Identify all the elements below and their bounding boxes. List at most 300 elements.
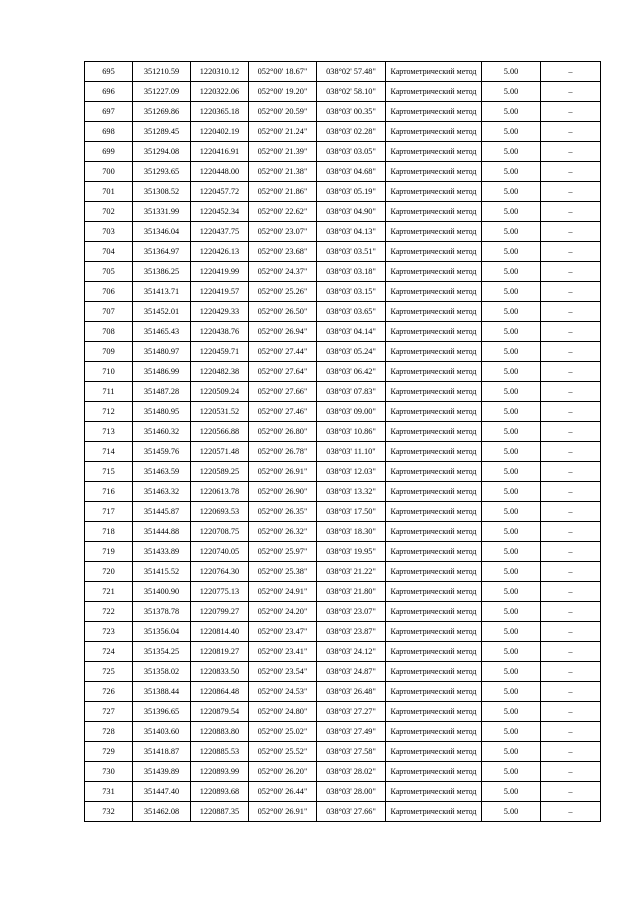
- longitude-cell: 038°03' 04.14": [317, 322, 386, 342]
- method-cell: Картометрический метод: [386, 562, 482, 582]
- longitude-cell: 038°03' 12.03": [317, 462, 386, 482]
- description-cell: –: [541, 402, 601, 422]
- method-cell: Картометрический метод: [386, 722, 482, 742]
- x-coordinate-cell: 351462.08: [133, 802, 191, 822]
- longitude-cell: 038°03' 05.24": [317, 342, 386, 362]
- accuracy-cell: 5.00: [482, 522, 541, 542]
- y-coordinate-cell: 1220571.48: [191, 442, 249, 462]
- table-row: [85, 362, 601, 382]
- y-coordinate-cell: 1220452.34: [191, 202, 249, 222]
- y-coordinate-cell: 1220365.18: [191, 102, 249, 122]
- method-cell: Картометрический метод: [386, 582, 482, 602]
- description-cell: –: [541, 182, 601, 202]
- table-row: [85, 502, 601, 522]
- x-coordinate-cell: 351388.44: [133, 682, 191, 702]
- y-coordinate-cell: 1220437.75: [191, 222, 249, 242]
- accuracy-cell: 5.00: [482, 762, 541, 782]
- y-coordinate-cell: 1220879.54: [191, 702, 249, 722]
- accuracy-cell: 5.00: [482, 222, 541, 242]
- point-number-cell: 699: [85, 142, 133, 162]
- longitude-cell: 038°03' 27.66": [317, 802, 386, 822]
- method-cell: Картометрический метод: [386, 122, 482, 142]
- longitude-cell: 038°03' 03.51": [317, 242, 386, 262]
- longitude-cell: 038°03' 24.12": [317, 642, 386, 662]
- accuracy-cell: 5.00: [482, 702, 541, 722]
- description-cell: –: [541, 702, 601, 722]
- y-coordinate-cell: 1220457.72: [191, 182, 249, 202]
- accuracy-cell: 5.00: [482, 302, 541, 322]
- longitude-cell: 038°03' 00.35": [317, 102, 386, 122]
- latitude-cell: 052°00' 24.91": [249, 582, 317, 602]
- x-coordinate-cell: 351289.45: [133, 122, 191, 142]
- method-cell: Картометрический метод: [386, 642, 482, 662]
- x-coordinate-cell: 351400.90: [133, 582, 191, 602]
- point-number-cell: 720: [85, 562, 133, 582]
- longitude-cell: 038°02' 58.10": [317, 82, 386, 102]
- description-cell: –: [541, 522, 601, 542]
- method-cell: Картометрический метод: [386, 802, 482, 822]
- description-cell: –: [541, 802, 601, 822]
- latitude-cell: 052°00' 26.91": [249, 802, 317, 822]
- y-coordinate-cell: 1220310.12: [191, 62, 249, 82]
- latitude-cell: 052°00' 21.38": [249, 162, 317, 182]
- y-coordinate-cell: 1220893.68: [191, 782, 249, 802]
- latitude-cell: 052°00' 27.44": [249, 342, 317, 362]
- latitude-cell: 052°00' 25.26": [249, 282, 317, 302]
- point-number-cell: 719: [85, 542, 133, 562]
- longitude-cell: 038°02' 57.48": [317, 62, 386, 82]
- description-cell: –: [541, 582, 601, 602]
- description-cell: –: [541, 262, 601, 282]
- description-cell: –: [541, 442, 601, 462]
- longitude-cell: 038°03' 03.05": [317, 142, 386, 162]
- longitude-cell: 038°03' 06.42": [317, 362, 386, 382]
- accuracy-cell: 5.00: [482, 722, 541, 742]
- accuracy-cell: 5.00: [482, 262, 541, 282]
- latitude-cell: 052°00' 26.44": [249, 782, 317, 802]
- method-cell: Картометрический метод: [386, 682, 482, 702]
- x-coordinate-cell: 351487.28: [133, 382, 191, 402]
- longitude-cell: 038°03' 09.00": [317, 402, 386, 422]
- longitude-cell: 038°03' 26.48": [317, 682, 386, 702]
- latitude-cell: 052°00' 26.32": [249, 522, 317, 542]
- x-coordinate-cell: 351439.89: [133, 762, 191, 782]
- table-row: [85, 562, 601, 582]
- y-coordinate-cell: 1220589.25: [191, 462, 249, 482]
- x-coordinate-cell: 351445.87: [133, 502, 191, 522]
- y-coordinate-cell: 1220764.30: [191, 562, 249, 582]
- point-number-cell: 710: [85, 362, 133, 382]
- longitude-cell: 038°03' 27.27": [317, 702, 386, 722]
- x-coordinate-cell: 351358.02: [133, 662, 191, 682]
- description-cell: –: [541, 382, 601, 402]
- y-coordinate-cell: 1220322.06: [191, 82, 249, 102]
- point-number-cell: 731: [85, 782, 133, 802]
- accuracy-cell: 5.00: [482, 742, 541, 762]
- accuracy-cell: 5.00: [482, 342, 541, 362]
- latitude-cell: 052°00' 26.80": [249, 422, 317, 442]
- method-cell: Картометрический метод: [386, 402, 482, 422]
- latitude-cell: 052°00' 23.54": [249, 662, 317, 682]
- y-coordinate-cell: 1220833.50: [191, 662, 249, 682]
- accuracy-cell: 5.00: [482, 602, 541, 622]
- point-number-cell: 723: [85, 622, 133, 642]
- latitude-cell: 052°00' 21.24": [249, 122, 317, 142]
- description-cell: –: [541, 782, 601, 802]
- latitude-cell: 052°00' 18.67": [249, 62, 317, 82]
- method-cell: Картометрический метод: [386, 202, 482, 222]
- point-number-cell: 722: [85, 602, 133, 622]
- accuracy-cell: 5.00: [482, 622, 541, 642]
- table-row: [85, 342, 601, 362]
- x-coordinate-cell: 351460.32: [133, 422, 191, 442]
- x-coordinate-cell: 351444.88: [133, 522, 191, 542]
- description-cell: –: [541, 102, 601, 122]
- table-row: [85, 602, 601, 622]
- point-number-cell: 732: [85, 802, 133, 822]
- latitude-cell: 052°00' 24.53": [249, 682, 317, 702]
- table-row: [85, 682, 601, 702]
- table-row: [85, 142, 601, 162]
- method-cell: Картометрический метод: [386, 542, 482, 562]
- latitude-cell: 052°00' 26.94": [249, 322, 317, 342]
- accuracy-cell: 5.00: [482, 462, 541, 482]
- x-coordinate-cell: 351447.40: [133, 782, 191, 802]
- table-row: [85, 542, 601, 562]
- accuracy-cell: 5.00: [482, 182, 541, 202]
- latitude-cell: 052°00' 25.38": [249, 562, 317, 582]
- table-row: [85, 262, 601, 282]
- table-row: [85, 82, 601, 102]
- latitude-cell: 052°00' 27.46": [249, 402, 317, 422]
- table-row: [85, 382, 601, 402]
- description-cell: –: [541, 742, 601, 762]
- point-number-cell: 704: [85, 242, 133, 262]
- description-cell: –: [541, 722, 601, 742]
- point-number-cell: 703: [85, 222, 133, 242]
- y-coordinate-cell: 1220531.52: [191, 402, 249, 422]
- y-coordinate-cell: 1220482.38: [191, 362, 249, 382]
- description-cell: –: [541, 82, 601, 102]
- point-number-cell: 709: [85, 342, 133, 362]
- point-number-cell: 706: [85, 282, 133, 302]
- x-coordinate-cell: 351386.25: [133, 262, 191, 282]
- method-cell: Картометрический метод: [386, 502, 482, 522]
- point-number-cell: 713: [85, 422, 133, 442]
- x-coordinate-cell: 351269.86: [133, 102, 191, 122]
- description-cell: –: [541, 422, 601, 442]
- y-coordinate-cell: 1220883.80: [191, 722, 249, 742]
- method-cell: Картометрический метод: [386, 602, 482, 622]
- y-coordinate-cell: 1220693.53: [191, 502, 249, 522]
- latitude-cell: 052°00' 26.90": [249, 482, 317, 502]
- table-row: [85, 202, 601, 222]
- point-number-cell: 696: [85, 82, 133, 102]
- point-number-cell: 726: [85, 682, 133, 702]
- y-coordinate-cell: 1220438.76: [191, 322, 249, 342]
- y-coordinate-cell: 1220814.40: [191, 622, 249, 642]
- method-cell: Картометрический метод: [386, 702, 482, 722]
- latitude-cell: 052°00' 23.07": [249, 222, 317, 242]
- table-row: [85, 322, 601, 342]
- accuracy-cell: 5.00: [482, 322, 541, 342]
- x-coordinate-cell: 351418.87: [133, 742, 191, 762]
- longitude-cell: 038°03' 28.02": [317, 762, 386, 782]
- description-cell: –: [541, 682, 601, 702]
- method-cell: Картометрический метод: [386, 142, 482, 162]
- accuracy-cell: 5.00: [482, 682, 541, 702]
- y-coordinate-cell: 1220893.99: [191, 762, 249, 782]
- table-row: [85, 402, 601, 422]
- latitude-cell: 052°00' 24.37": [249, 262, 317, 282]
- x-coordinate-cell: 351356.04: [133, 622, 191, 642]
- x-coordinate-cell: 351293.65: [133, 162, 191, 182]
- accuracy-cell: 5.00: [482, 62, 541, 82]
- method-cell: Картометрический метод: [386, 222, 482, 242]
- x-coordinate-cell: 351308.52: [133, 182, 191, 202]
- description-cell: –: [541, 462, 601, 482]
- description-cell: –: [541, 282, 601, 302]
- x-coordinate-cell: 351364.97: [133, 242, 191, 262]
- method-cell: Картометрический метод: [386, 162, 482, 182]
- longitude-cell: 038°03' 04.13": [317, 222, 386, 242]
- y-coordinate-cell: 1220799.27: [191, 602, 249, 622]
- x-coordinate-cell: 351463.59: [133, 462, 191, 482]
- table-row: [85, 442, 601, 462]
- accuracy-cell: 5.00: [482, 802, 541, 822]
- longitude-cell: 038°03' 10.86": [317, 422, 386, 442]
- description-cell: –: [541, 302, 601, 322]
- accuracy-cell: 5.00: [482, 662, 541, 682]
- table-row: [85, 422, 601, 442]
- longitude-cell: 038°03' 24.87": [317, 662, 386, 682]
- accuracy-cell: 5.00: [482, 362, 541, 382]
- point-number-cell: 725: [85, 662, 133, 682]
- description-cell: –: [541, 622, 601, 642]
- point-number-cell: 718: [85, 522, 133, 542]
- longitude-cell: 038°03' 07.83": [317, 382, 386, 402]
- method-cell: Картометрический метод: [386, 282, 482, 302]
- x-coordinate-cell: 351433.89: [133, 542, 191, 562]
- latitude-cell: 052°00' 26.91": [249, 462, 317, 482]
- x-coordinate-cell: 351415.52: [133, 562, 191, 582]
- accuracy-cell: 5.00: [482, 282, 541, 302]
- latitude-cell: 052°00' 23.41": [249, 642, 317, 662]
- point-number-cell: 730: [85, 762, 133, 782]
- x-coordinate-cell: 351227.09: [133, 82, 191, 102]
- table-row: [85, 582, 601, 602]
- longitude-cell: 038°03' 27.58": [317, 742, 386, 762]
- table-row: [85, 722, 601, 742]
- table-row: [85, 102, 601, 122]
- latitude-cell: 052°00' 25.52": [249, 742, 317, 762]
- y-coordinate-cell: 1220402.19: [191, 122, 249, 142]
- method-cell: Картометрический метод: [386, 442, 482, 462]
- point-number-cell: 707: [85, 302, 133, 322]
- x-coordinate-cell: 351452.01: [133, 302, 191, 322]
- accuracy-cell: 5.00: [482, 82, 541, 102]
- method-cell: Картометрический метод: [386, 782, 482, 802]
- y-coordinate-cell: 1220819.27: [191, 642, 249, 662]
- accuracy-cell: 5.00: [482, 122, 541, 142]
- x-coordinate-cell: 351396.65: [133, 702, 191, 722]
- y-coordinate-cell: 1220708.75: [191, 522, 249, 542]
- table-row: [85, 622, 601, 642]
- latitude-cell: 052°00' 26.50": [249, 302, 317, 322]
- longitude-cell: 038°03' 19.95": [317, 542, 386, 562]
- method-cell: Картометрический метод: [386, 382, 482, 402]
- latitude-cell: 052°00' 19.20": [249, 82, 317, 102]
- y-coordinate-cell: 1220419.57: [191, 282, 249, 302]
- x-coordinate-cell: 351210.59: [133, 62, 191, 82]
- accuracy-cell: 5.00: [482, 242, 541, 262]
- longitude-cell: 038°03' 17.50": [317, 502, 386, 522]
- table-row: [85, 662, 601, 682]
- table-row: [85, 182, 601, 202]
- x-coordinate-cell: 351413.71: [133, 282, 191, 302]
- y-coordinate-cell: 1220740.05: [191, 542, 249, 562]
- method-cell: Картометрический метод: [386, 62, 482, 82]
- method-cell: Картометрический метод: [386, 302, 482, 322]
- description-cell: –: [541, 62, 601, 82]
- table-row: [85, 242, 601, 262]
- accuracy-cell: 5.00: [482, 782, 541, 802]
- x-coordinate-cell: 351480.97: [133, 342, 191, 362]
- method-cell: Картометрический метод: [386, 82, 482, 102]
- y-coordinate-cell: 1220448.00: [191, 162, 249, 182]
- table-row: [85, 462, 601, 482]
- x-coordinate-cell: 351294.08: [133, 142, 191, 162]
- method-cell: Картометрический метод: [386, 762, 482, 782]
- accuracy-cell: 5.00: [482, 142, 541, 162]
- table-row: [85, 162, 601, 182]
- table-row: [85, 282, 601, 302]
- y-coordinate-cell: 1220416.91: [191, 142, 249, 162]
- method-cell: Картометрический метод: [386, 342, 482, 362]
- latitude-cell: 052°00' 22.62": [249, 202, 317, 222]
- method-cell: Картометрический метод: [386, 462, 482, 482]
- accuracy-cell: 5.00: [482, 202, 541, 222]
- latitude-cell: 052°00' 20.59": [249, 102, 317, 122]
- longitude-cell: 038°03' 04.68": [317, 162, 386, 182]
- x-coordinate-cell: 351465.43: [133, 322, 191, 342]
- description-cell: –: [541, 542, 601, 562]
- longitude-cell: 038°03' 03.18": [317, 262, 386, 282]
- latitude-cell: 052°00' 27.66": [249, 382, 317, 402]
- latitude-cell: 052°00' 21.39": [249, 142, 317, 162]
- point-number-cell: 716: [85, 482, 133, 502]
- longitude-cell: 038°03' 04.90": [317, 202, 386, 222]
- method-cell: Картометрический метод: [386, 482, 482, 502]
- longitude-cell: 038°03' 02.28": [317, 122, 386, 142]
- description-cell: –: [541, 602, 601, 622]
- accuracy-cell: 5.00: [482, 502, 541, 522]
- y-coordinate-cell: 1220885.53: [191, 742, 249, 762]
- longitude-cell: 038°03' 11.10": [317, 442, 386, 462]
- point-number-cell: 697: [85, 102, 133, 122]
- point-number-cell: 701: [85, 182, 133, 202]
- description-cell: –: [541, 642, 601, 662]
- method-cell: Картометрический метод: [386, 362, 482, 382]
- y-coordinate-cell: 1220613.78: [191, 482, 249, 502]
- table-row: [85, 62, 601, 82]
- method-cell: Картометрический метод: [386, 182, 482, 202]
- description-cell: –: [541, 122, 601, 142]
- point-number-cell: 698: [85, 122, 133, 142]
- longitude-cell: 038°03' 13.32": [317, 482, 386, 502]
- longitude-cell: 038°03' 03.65": [317, 302, 386, 322]
- point-number-cell: 711: [85, 382, 133, 402]
- table-row: [85, 222, 601, 242]
- longitude-cell: 038°03' 23.87": [317, 622, 386, 642]
- x-coordinate-cell: 351486.99: [133, 362, 191, 382]
- method-cell: Картометрический метод: [386, 662, 482, 682]
- table-row: [85, 762, 601, 782]
- accuracy-cell: 5.00: [482, 482, 541, 502]
- longitude-cell: 038°03' 23.07": [317, 602, 386, 622]
- point-number-cell: 708: [85, 322, 133, 342]
- latitude-cell: 052°00' 27.64": [249, 362, 317, 382]
- description-cell: –: [541, 322, 601, 342]
- point-number-cell: 712: [85, 402, 133, 422]
- latitude-cell: 052°00' 24.20": [249, 602, 317, 622]
- accuracy-cell: 5.00: [482, 582, 541, 602]
- table-body: [85, 62, 601, 822]
- description-cell: –: [541, 562, 601, 582]
- accuracy-cell: 5.00: [482, 542, 541, 562]
- x-coordinate-cell: 351378.78: [133, 602, 191, 622]
- latitude-cell: 052°00' 23.68": [249, 242, 317, 262]
- method-cell: Картометрический метод: [386, 622, 482, 642]
- y-coordinate-cell: 1220566.88: [191, 422, 249, 442]
- point-number-cell: 715: [85, 462, 133, 482]
- point-number-cell: 728: [85, 722, 133, 742]
- y-coordinate-cell: 1220775.13: [191, 582, 249, 602]
- accuracy-cell: 5.00: [482, 642, 541, 662]
- y-coordinate-cell: 1220459.71: [191, 342, 249, 362]
- point-number-cell: 695: [85, 62, 133, 82]
- table-row: [85, 642, 601, 662]
- latitude-cell: 052°00' 26.20": [249, 762, 317, 782]
- description-cell: –: [541, 362, 601, 382]
- latitude-cell: 052°00' 24.80": [249, 702, 317, 722]
- y-coordinate-cell: 1220509.24: [191, 382, 249, 402]
- accuracy-cell: 5.00: [482, 102, 541, 122]
- description-cell: –: [541, 222, 601, 242]
- method-cell: Картометрический метод: [386, 102, 482, 122]
- table-row: [85, 302, 601, 322]
- table-row: [85, 702, 601, 722]
- point-number-cell: 729: [85, 742, 133, 762]
- x-coordinate-cell: 351331.99: [133, 202, 191, 222]
- point-number-cell: 714: [85, 442, 133, 462]
- accuracy-cell: 5.00: [482, 422, 541, 442]
- latitude-cell: 052°00' 25.97": [249, 542, 317, 562]
- y-coordinate-cell: 1220887.35: [191, 802, 249, 822]
- table-row: [85, 802, 601, 822]
- description-cell: –: [541, 662, 601, 682]
- longitude-cell: 038°03' 18.30": [317, 522, 386, 542]
- description-cell: –: [541, 502, 601, 522]
- latitude-cell: 052°00' 25.02": [249, 722, 317, 742]
- description-cell: –: [541, 242, 601, 262]
- table-row: [85, 122, 601, 142]
- method-cell: Картометрический метод: [386, 262, 482, 282]
- description-cell: –: [541, 202, 601, 222]
- method-cell: Картометрический метод: [386, 742, 482, 762]
- x-coordinate-cell: 351354.25: [133, 642, 191, 662]
- point-number-cell: 700: [85, 162, 133, 182]
